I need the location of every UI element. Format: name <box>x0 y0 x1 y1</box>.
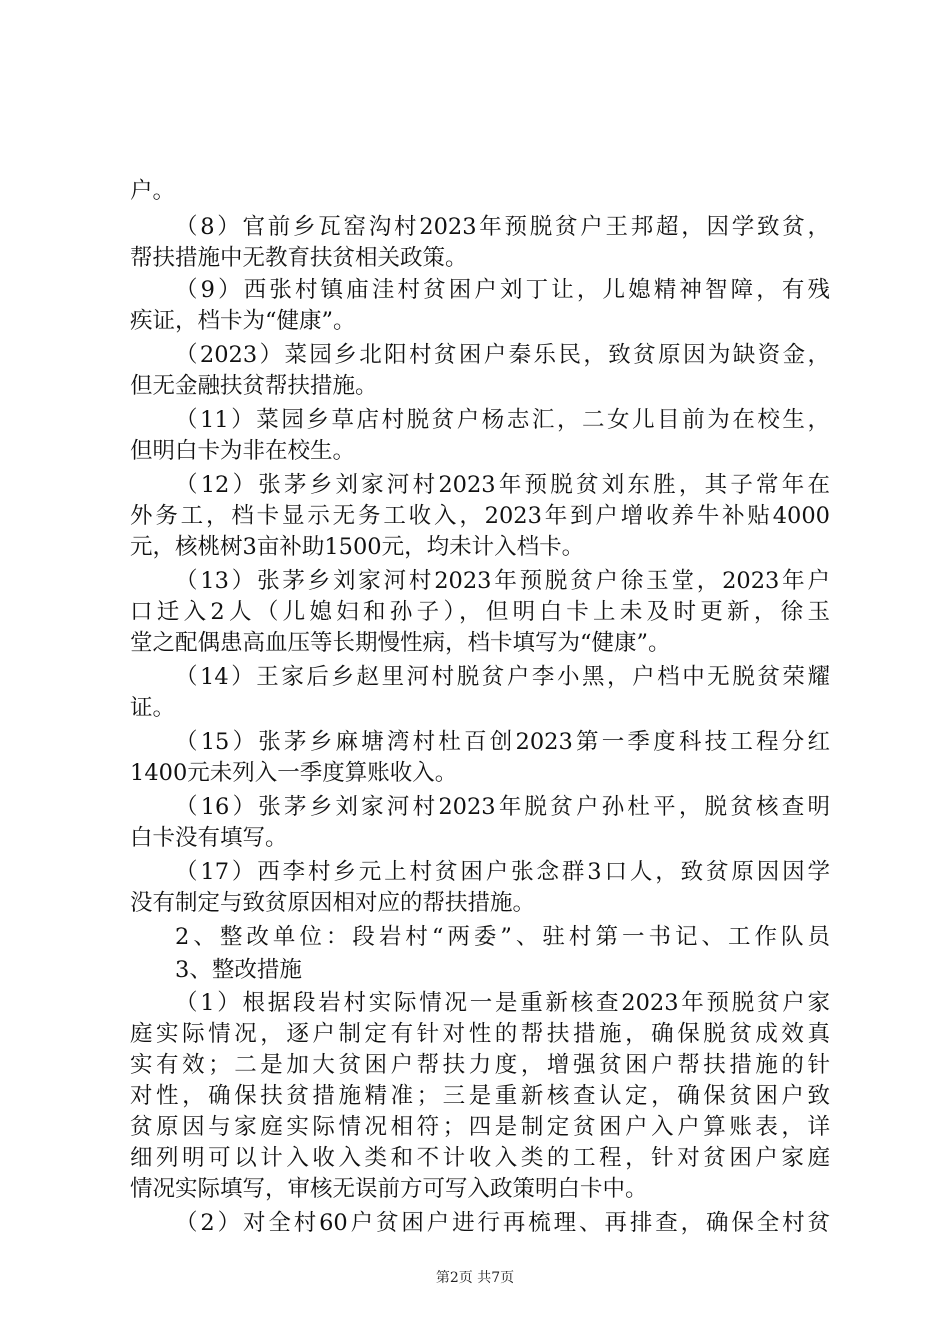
text-line: （9）西张村镇庙洼村贫困户刘丁让，儿媳精神智障，有残 <box>175 277 830 303</box>
text-line: （2023）菜园乡北阳村贫困户秦乐民，致贫原因为缺资金， <box>175 342 830 368</box>
page-number-footer: 第2页 共7页 <box>435 1270 515 1286</box>
text-line: 1400元未列入一季度算账收入。 <box>130 760 458 786</box>
text-line: （14）王家后乡赵里河村脱贫户李小黑，户档中无脱贫荣耀 <box>175 664 830 690</box>
text-line: 白卡没有填写。 <box>130 825 288 851</box>
text-line: 3、整改措施 <box>175 957 302 983</box>
text-line: （17）西李村乡元上村贫困户张念群3口人，致贫原因因学 <box>175 859 830 885</box>
text-line: （2）对全村60户贫困户进行再梳理、再排查，确保全村贫 <box>175 1210 830 1236</box>
text-line: 户。 <box>130 178 176 204</box>
text-line: （15）张茅乡麻塘湾村杜百创2023第一季度科技工程分红 <box>175 729 830 755</box>
text-line: 庭实际情况，逐户制定有针对性的帮扶措施，确保脱贫成效真 <box>130 1021 830 1047</box>
text-line: 没有制定与致贫原因相对应的帮扶措施。 <box>130 890 536 916</box>
text-line: 元，核桃树3亩补助1500元，均未计入档卡。 <box>130 534 585 560</box>
text-line: 疾证，档卡为“健康”。 <box>130 308 356 334</box>
text-line: 但无金融扶贫帮扶措施。 <box>130 373 378 399</box>
text-line: 对性，确保扶贫措施精准；三是重新核查认定，确保贫困户致 <box>130 1083 830 1109</box>
text-line: （1）根据段岩村实际情况一是重新核查2023年预脱贫户家 <box>175 990 830 1016</box>
text-line: 细列明可以计入收入类和不计收入类的工程，针对贫困户家庭 <box>130 1145 830 1171</box>
text-line: （13）张茅乡刘家河村2023年预脱贫户徐玉堂，2023年户 <box>175 568 830 594</box>
text-line: 堂之配偶患高血压等长期慢性病，档卡填写为“健康”。 <box>130 630 671 656</box>
text-line: 2、整改单位：段岩村“两委”、驻村第一书记、工作队员 <box>175 924 830 950</box>
text-line: 情况实际填写，审核无误前方可写入政策明白卡中。 <box>130 1176 648 1202</box>
text-line: （8）官前乡瓦窑沟村2023年预脱贫户王邦超，因学致贫， <box>175 214 830 240</box>
text-line: 外务工，档卡显示无务工收入，2023年到户增收养牛补贴4000 <box>130 503 830 529</box>
text-line: 证。 <box>130 695 176 721</box>
text-line: 但明白卡为非在校生。 <box>130 438 356 464</box>
text-line: （11）菜园乡草店村脱贫户杨志汇，二女儿目前为在校生， <box>175 407 830 433</box>
text-line: 实有效；二是加大贫困户帮扶力度，增强贫困户帮扶措施的针 <box>130 1052 830 1078</box>
text-line: 帮扶措施中无教育扶贫相关政策。 <box>130 245 468 271</box>
text-line: 口迁入2人（儿媳妇和孙子），但明白卡上未及时更新，徐玉 <box>130 599 830 625</box>
text-line: （12）张茅乡刘家河村2023年预脱贫刘东胜，其子常年在 <box>175 472 830 498</box>
text-line: 贫原因与家庭实际情况相符；四是制定贫困户入户算账表，详 <box>130 1114 830 1140</box>
text-line: （16）张茅乡刘家河村2023年脱贫户孙杜平，脱贫核查明 <box>175 794 830 820</box>
